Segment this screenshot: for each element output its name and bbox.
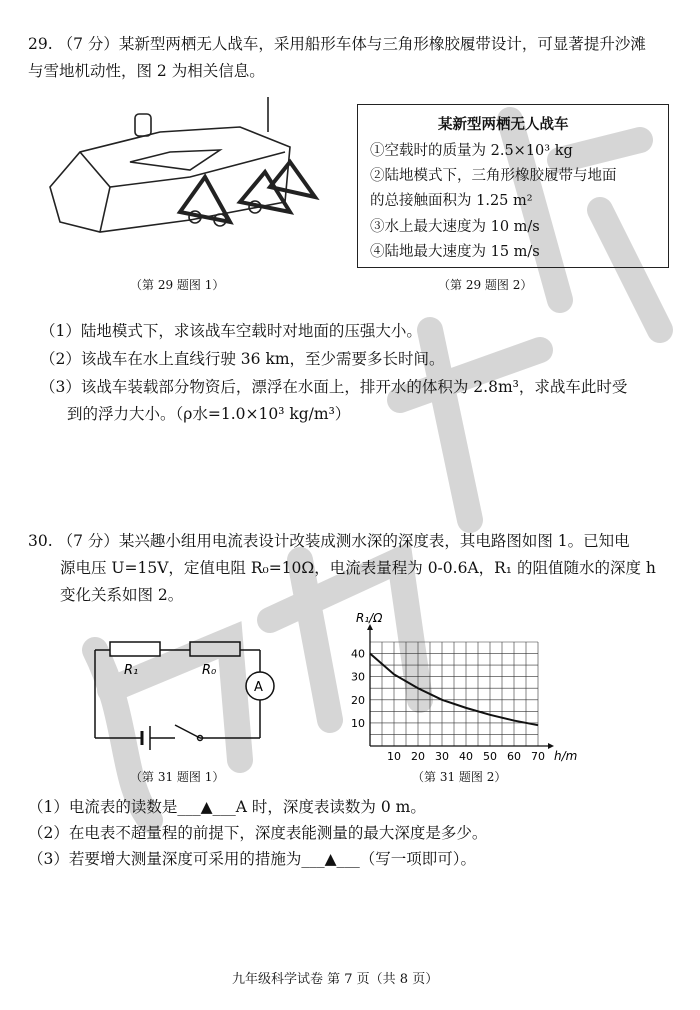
q29-sub3-line2: 到的浮力大小。（ρ水=1.0×10³ kg/m³） <box>67 405 351 423</box>
q29-stem-line2: 与雪地机动性，图 2 为相关信息。 <box>28 62 265 80</box>
q30-sub2: （2）在电表不超量程的前提下，深度表能测量的最大深度是多少。 <box>28 824 488 842</box>
q29-stem-line1: 29. （7 分）某新型两栖无人战车，采用船形车体与三角形橡胶履带设计，可显著提升沙滩 <box>28 35 646 53</box>
x-tick-label: 70 <box>531 750 545 762</box>
label-r0: R₀ <box>202 663 217 678</box>
x-tick-label: 30 <box>435 750 449 762</box>
info-item-4: ④陆地最大速度为 15 m/s <box>370 244 540 260</box>
info-item-3: ③水上最大速度为 10 m/s <box>370 219 540 235</box>
q29-fig2-caption: （第 29 题图 2） <box>438 278 533 292</box>
y-axis-label: R₁/Ω <box>356 612 383 625</box>
y-tick-label: 10 <box>351 716 365 730</box>
page-footer: 九年级科学试卷 第 7 页（共 8 页） <box>232 972 439 987</box>
q29-sub2: （2）该战车在水上直线行驶 36 km，至少需要多长时间。 <box>40 350 445 368</box>
resistor-r1 <box>110 642 160 656</box>
x-tick-label: 20 <box>411 750 425 762</box>
q30-stem-line2: 源电压 U=15V，定值电阻 R₀=10Ω，电流表量程为 0-0.6A，R₁ 的阻值随水的深度 h <box>60 559 656 577</box>
r1-depth-chart <box>340 612 620 762</box>
info-box-title: 某新型两栖无人战车 <box>438 116 569 133</box>
q30-fig2-caption: （第 31 题图 2） <box>412 770 507 784</box>
y-tick-label: 40 <box>351 647 365 661</box>
q30-fig1-caption: （第 31 题图 1） <box>130 770 225 784</box>
q30-stem-line3: 变化关系如图 2。 <box>60 586 184 604</box>
q29-sub1: （1）陆地模式下，求该战车空载时对地面的压强大小。 <box>40 322 422 340</box>
info-item-2-cont: 的总接触面积为 1.25 m² <box>370 193 533 209</box>
x-axis-label: h/m <box>554 749 578 762</box>
x-tick-label: 10 <box>387 750 401 762</box>
chart-ticks <box>351 648 545 762</box>
x-tick-label: 50 <box>483 750 497 762</box>
q29-info-box <box>357 104 669 268</box>
q30-sub1: （1）电流表的读数是___▲___A 时，深度表读数为 0 m。 <box>28 798 426 816</box>
x-tick-label: 40 <box>459 750 473 762</box>
y-tick-label: 20 <box>351 693 365 707</box>
info-item-1: ①空载时的质量为 2.5×10³ kg <box>370 143 573 159</box>
resistor-r0 <box>190 642 240 656</box>
label-r1: R₁ <box>124 663 139 678</box>
q30-sub3: （3）若要增大测量深度可采用的措施为___▲___（写一项即可）。 <box>28 850 477 868</box>
q29-fig1-caption: （第 29 题图 1） <box>130 278 225 292</box>
y-tick-label: 30 <box>351 670 365 684</box>
q29-sub3-line1: （3）该战车装载部分物资后，漂浮在水面上，排开水的体积为 2.8m³，求战车此时受 <box>40 378 628 396</box>
circuit-diagram <box>90 630 280 760</box>
label-ammeter: A <box>254 680 263 695</box>
vehicle-illustration <box>40 92 340 262</box>
q30-stem-line1: 30. （7 分）某兴趣小组用电流表设计改装成测水深的深度表，其电路图如图 1。已知电 <box>28 532 630 550</box>
x-tick-label: 60 <box>507 750 521 762</box>
info-item-2: ②陆地模式下，三角形橡胶履带与地面 <box>370 168 617 184</box>
chart-grid <box>370 642 538 746</box>
